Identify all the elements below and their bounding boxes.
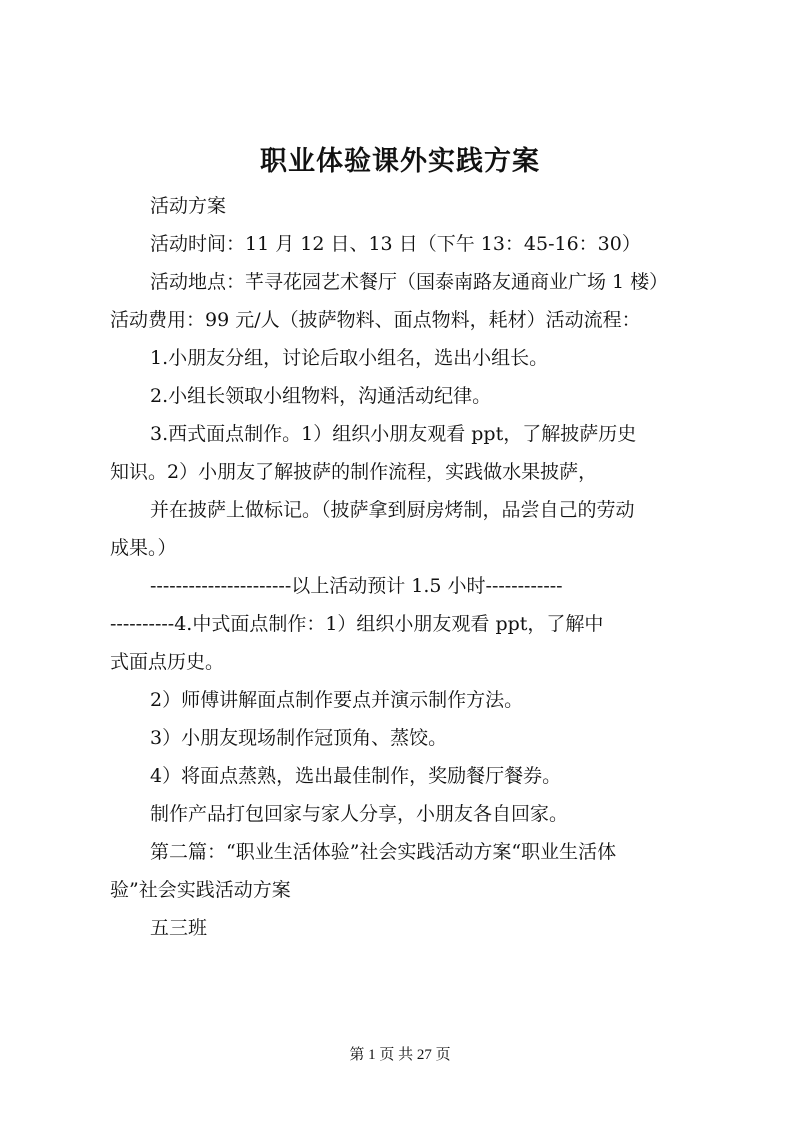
paragraph-line: 知识。2）小朋友了解披萨的制作流程，实践做水果披萨， [110,461,598,483]
page-indicator: 第 1 页 共 27 页 [349,1047,451,1063]
paragraph-line: 活动方案 [150,195,227,217]
paragraph-line: 式面点历史。 [110,651,225,673]
paragraph-line: 成果。） [110,537,177,559]
paragraph-line: 第二篇：“职业生活体验”社会实践活动方案“职业生活体 [150,841,617,863]
paragraph-line: 活动地点：芊寻花园艺术餐厅（国泰南路友通商业广场 1 楼） [150,271,669,293]
paragraph-line: 验”社会实践活动方案 [110,879,291,901]
paragraph-line: 4）将面点蒸熟，选出最佳制作，奖励餐厅餐券。 [150,765,562,787]
paragraph-line: 制作产品打包回家与家人分享，小朋友各自回家。 [150,803,569,825]
paragraph-line: 1.小朋友分组，讨论后取小组名，选出小组长。 [150,347,549,369]
document-body [110,187,700,947]
paragraph-line: ----------------------以上活动预计 1.5 小时------------ [150,575,563,597]
paragraph-line: 五三班 [150,917,208,939]
paragraph-line: 活动时间：11 月 12 日、13 日（下午 13：45-16：30） [150,233,641,255]
paragraph-line: 3.西式面点制作。1）组织小朋友观看 ppt，了解披萨历史 [150,423,637,445]
paragraph-line: 3）小朋友现场制作冠顶角、蒸饺。 [150,727,448,749]
paragraph-line: 2）师傅讲解面点制作要点并演示制作方法。 [150,689,524,711]
paragraph-line: 活动费用：99 元/人（披萨物料、面点物料，耗材）活动流程： [110,309,641,331]
paragraph-line: ----------4.中式面点制作：1）组织小朋友观看 ppt，了解中 [110,613,604,635]
paragraph-line: 2.小组长领取小组物料，沟通活动纪律。 [150,385,492,407]
paragraph-line: 并在披萨上做标记。（披萨拿到厨房烤制，品尝自己的劳动 [150,499,635,521]
document-title: 职业体验课外实践方案 [260,146,540,177]
